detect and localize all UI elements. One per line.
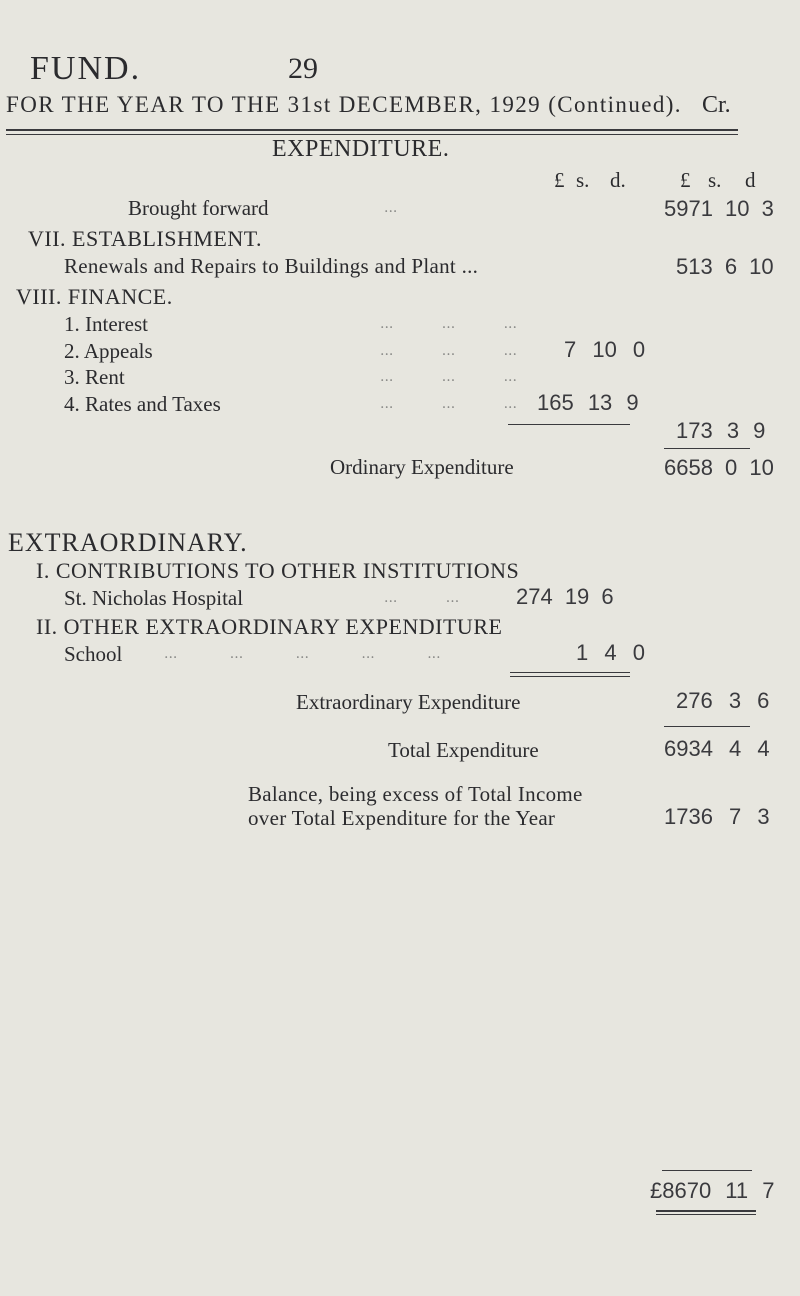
extraordinary-rule-bottom [510, 676, 630, 677]
left-col-pence: d. [610, 168, 626, 192]
finance-total-amount: 173 3 9 [676, 418, 766, 443]
right-col-pence: d [745, 168, 756, 192]
total-rule [664, 726, 750, 727]
section-i-item: St. Nicholas Hospital [64, 586, 244, 610]
grand-total-rule [662, 1170, 752, 1171]
section-i-dots: ... ... [384, 590, 460, 606]
extraordinary-rule-top [510, 672, 630, 673]
finance-item-rates-dots: ... ... ... [380, 396, 517, 412]
section-i-amount: 274 19 6 [516, 584, 614, 609]
right-col-pounds: £ [680, 168, 691, 192]
finance-subtotal-rule [508, 424, 630, 425]
finance-item-rent-dots: ... ... ... [380, 369, 517, 385]
right-col-shillings: s. [708, 168, 722, 192]
section-i-heading: I. CONTRIBUTIONS TO OTHER INSTITUTIONS [36, 558, 520, 583]
finance-item-appeals-dots: ... ... ... [380, 343, 517, 359]
section-viii-heading: VIII. FINANCE. [16, 284, 173, 309]
balance-amount: 1736 7 3 [664, 804, 770, 829]
section-ii-amount: 1 4 0 [576, 640, 645, 665]
grand-total-amount: £8670 11 7 [650, 1178, 775, 1203]
total-expenditure-amount: 6934 4 4 [664, 736, 770, 761]
credit-side-label: Cr. [702, 92, 731, 118]
finance-item-rent: 3. Rent [64, 365, 125, 389]
left-col-pounds: £ [554, 168, 565, 192]
left-col-shillings: s. [576, 168, 590, 192]
section-ii-heading: II. OTHER EXTRAORDINARY EXPENDITURE [36, 614, 503, 639]
finance-item-appeals: 2. Appeals [64, 339, 153, 363]
finance-item-interest-dots: ... ... ... [380, 316, 517, 332]
finance-item-appeals-amount: 7 10 0 [564, 337, 646, 362]
section-ii-item: School [64, 642, 123, 666]
extraordinary-heading-text: EXTRAORDINARY. [8, 528, 248, 557]
expenditure-heading: EXPENDITURE. [272, 136, 450, 162]
page-number: 29 [288, 52, 318, 85]
balance-line-1: Balance, being excess of Total Income [248, 782, 583, 806]
ordinary-expenditure-label: Ordinary Expenditure [330, 455, 514, 479]
grand-total-double-rule-2 [656, 1214, 756, 1215]
total-expenditure-label: Total Expenditure [388, 738, 539, 762]
balance-line-2: over Total Expenditure for the Year [248, 806, 556, 830]
ordinary-expenditure-amount: 6658 0 10 [664, 455, 774, 480]
extraordinary-total-amount: 276 3 6 [676, 688, 770, 713]
grand-total-double-rule-1 [656, 1210, 756, 1212]
section-vii-heading: VII. ESTABLISHMENT. [28, 226, 263, 251]
section-vii-item: Renewals and Repairs to Buildings and Plant ... [64, 254, 479, 278]
ordinary-rule [664, 448, 750, 449]
fund-label: FUND. [30, 50, 142, 87]
section-vii-amount: 513 6 10 [676, 254, 774, 279]
extraordinary-total-label: Extraordinary Expenditure [296, 690, 521, 714]
section-ii-dots: ... ... ... ... ... [164, 646, 441, 662]
brought-forward-amount: 5971 10 3 [664, 196, 774, 221]
page-title: FOR THE YEAR TO THE 31st DECEMBER, 1929 (Continued). [6, 92, 682, 117]
title-rule-top [6, 129, 738, 131]
finance-item-rates-amount: 165 13 9 [537, 390, 639, 415]
title-rule-bottom [6, 134, 738, 135]
finance-item-interest: 1. Interest [64, 312, 148, 336]
brought-forward-label: Brought forward [128, 196, 269, 220]
brought-forward-dots: ... [384, 200, 398, 216]
finance-item-rates: 4. Rates and Taxes [64, 392, 221, 416]
